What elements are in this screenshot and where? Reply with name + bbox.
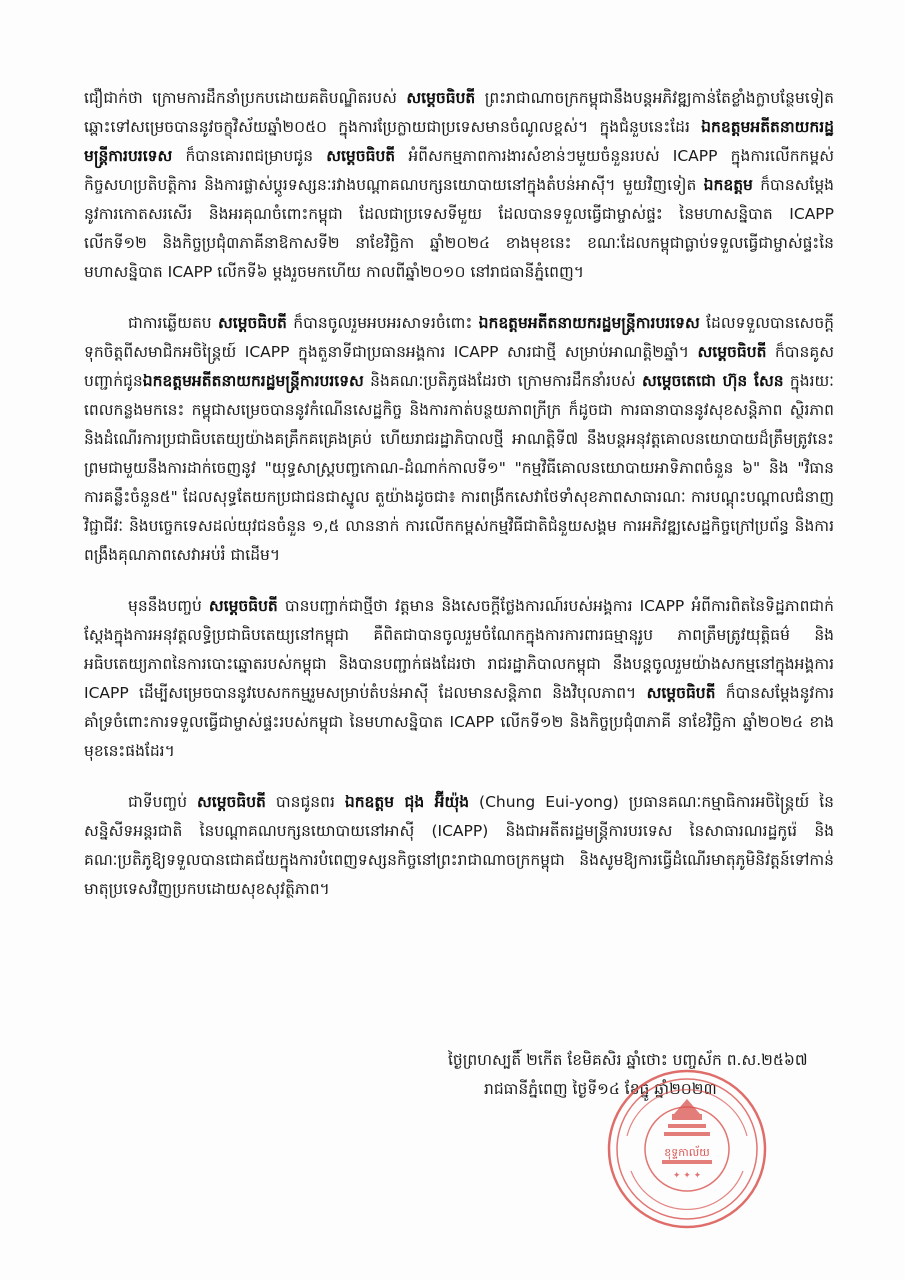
paragraph-text: ព្រះរាជាណាចក្រកម្ពុជានឹងបន្តអភិវឌ្ឍកាន់តែខ្លាំងក្លាបន្ថែមទៀត ឆ្ពោះទៅសម្រេចបាននូវចក្ខុវិស័យឆ្នាំ២០៥០ ក្នុងការប្រែក្លាយជាប្រទេសមានចំណូលខ្ពស់។ ក្នុងជំនួបនេះដែរ <box>84 89 834 136</box>
date-solar: រាជធានីភ្នំពេញ ថ្ងៃទី១៤ ខែធ្នូ ឆ្នាំ២០២៣ <box>484 1080 717 1098</box>
bold-name: ឯកឧត្តមអតីតនាយករដ្ឋមន្ត្រីការបរទេស <box>84 118 834 165</box>
bold-name: សម្តេចធិបតី <box>697 343 767 361</box>
paragraph-text: ជាការឆ្លើយតប <box>128 314 219 332</box>
document-body <box>84 84 834 926</box>
bold-name: ឯកឧត្តមអតីតនាយករដ្ឋមន្ត្រីការបរទេស <box>142 372 364 390</box>
paragraph-text: អំពីសកម្មភាពការងារសំខាន់ៗមួយចំនួនរបស់ ICAPP ក្នុងការលើកកម្ពស់កិច្ចសហប្រតិបត្តិការ និងការផ្លាស់ប្តូរទស្សនៈរវាងបណ្តាគណបក្សនយោបាយនៅក្នុងតំបន់អាស៊ី។ មួយវិញទៀត <box>84 147 834 194</box>
paragraph-text: ក៏បានសម្តែងនូវការកោតសរសើរ និងអរគុណចំពោះកម្ពុជា ដែលជាប្រទេសទីមួយ ដែលបានទទួលធ្វើជាម្ចាស់ផ្ទះ នៃមហាសន្និបាត ICAPP លើកទី១២ និងកិច្ចប្រជុំ៣ភាគីនាឱកាសទី២ នាខែវិច្ឆិកា ឆ្នាំ២០២៤ ខាងមុខនេះ ខណៈដែលកម្ពុជាធ្លាប់ទទួលធ្វើជាម្ចាស់ផ្ទះនៃមហាសន្និបាត ICAPP លើកទី៦ ម្តងរួចមកហើយ កាលពីឆ្នាំ២០១០ នៅរាជធានីភ្នំពេញ។ <box>84 176 835 281</box>
bold-name: សម្តេចធិបតី <box>406 89 476 107</box>
bold-name: ឯកឧត្តម ជុង អ៊ីយ៉ុង <box>344 793 470 811</box>
seal-center-text: ខុទ្ទកាល័យ <box>664 1146 710 1159</box>
bold-name: ឯកឧត្តមអតីតនាយករដ្ឋមន្ត្រីការបរទេស <box>478 314 700 332</box>
bold-name: សម្តេចធិបតី <box>208 597 278 615</box>
bold-name: សម្តេចធិបតី <box>218 314 287 332</box>
official-seal-stamp <box>604 1066 770 1232</box>
bold-name: សម្តេចតេជោ ហ៊ុន សែន <box>642 372 784 390</box>
paragraph-text: មុននឹងបញ្ចប់ <box>128 597 209 615</box>
paragraph-text: ដែលទទួលបានសេចក្តីទុកចិត្តពីសមាជិកអចិន្ត្រៃយ៍ ICAPP ក្នុងតួនាទីជាប្រធានអង្គការ ICAPP សារជាថ្មី សម្រាប់អាណត្តិ២ឆ្នាំ។ <box>84 314 834 361</box>
paragraph-text: ក៏បានសម្តែងនូវការគាំទ្រចំពោះការទទួលធ្វើជាម្ចាស់ផ្ទះរបស់កម្ពុជា នៃមហាសន្និបាត ICAPP លើកទី១២ និងកិច្ចប្រជុំ៣ភាគី នាខែវិច្ឆិកា ឆ្នាំ២០២៤ ខាងមុខនេះផងដែរ។ <box>84 684 835 760</box>
paragraph-text: ជាទីបញ្ចប់ <box>128 793 198 811</box>
paragraph-text: ក៏បានគូសបញ្ជាក់ជូន <box>84 343 834 390</box>
paragraph-text: ក្នុងរយៈពេលកន្លងមកនេះ កម្ពុជាសម្រេចបាននូវកំណើនសេដ្ឋកិច្ច និងការកាត់បន្ថយភាពក្រីក្រ ក៏ដូចជា ការធានាបាននូវសុខសន្តិភាព ស្ថិរភាព និងដំណើរការប្រជាធិបតេយ្យយ៉ាងគគ្រឹកគគ្រេងគ្រប់ ហើយរាជរដ្ឋាភិបាលថ្មី អាណត្តិទី៧ នឹងបន្តអនុវត្តគោលនយោបាយដ៏ត្រឹមត្រូវនេះ ព្រមជាមួយនឹងការដាក់ចេញនូវ "យុទ្ធសាស្ត្របញ្ចកោណ-ដំណាក់កាលទី១" "កម្មវិធីគោលនយោបាយអាទិភាពចំនួន ៦" និង "វិធានការគន្លឹះចំនួន៥" ដែលសុទ្ធតែយកប្រជាជនជាស្នូល តួយ៉ាងដូចជា៖ ការពង្រីកសេវាថែទាំសុខភាពសាធារណៈ ការបណ្តុះបណ្តាលជំនាញវិជ្ជាជីវៈ និងបច្ចេកទេសដល់យុវជនចំនួន ១,៥ លាននាក់ ការលើកកម្ពស់កម្មវិធីជាតិជំនួយសង្គម ការអភិវឌ្ឍសេដ្ឋកិច្ចក្រៅប្រព័ន្ធ និងការពង្រឹងគុណភាពសេវាអប់រំ ជាដើម។ <box>84 372 834 564</box>
paragraph-4 <box>84 788 834 904</box>
paragraph-text: បានជូនពរ <box>265 793 345 811</box>
bold-name: ឯកឧត្តម <box>703 176 753 194</box>
svg-text:✦ ✦ ✦: ✦ ✦ ✦ <box>672 1171 702 1181</box>
paragraph-text: ជឿជាក់ថា ក្រោមការដឹកនាំប្រកបដោយគតិបណ្ឌិតរបស់ <box>84 89 407 107</box>
paragraph-2 <box>84 309 834 570</box>
paragraph-text: ក៏បានចូលរួមអបអរសាទរចំពោះ <box>286 314 479 332</box>
paragraph-text: បានបញ្ជាក់ជាថ្មីថា វត្តមាន និងសេចក្តីថ្លែងការណ៍របស់អង្គការ ICAPP អំពីការពិតនៃទិដ្ឋភាពជាក់ស្តែងក្នុងការអនុវត្តលទ្ធិប្រជាធិបតេយ្យនៅកម្ពុជា គឺពិតជាបានចូលរួមចំណែកក្នុងការការពារធម្មានុរូប ភាពត្រឹមត្រូវយុត្តិធម៌ និងអធិបតេយ្យភាពនៃការបោះឆ្នោតរបស់កម្ពុជា និងបានបញ្ជាក់ផងដែរថា រាជរដ្ឋាភិបាលកម្ពុជា នឹងបន្តចូលរួមយ៉ាងសកម្មនៅក្នុងអង្គការ ICAPP ដើម្បីសម្រេចបាននូវបេសកកម្មរួមសម្រាប់តំបន់អាស៊ី ដែលមានសន្តិភាព និងវិបុលភាព។ <box>84 597 835 702</box>
paragraph-1 <box>84 84 834 287</box>
bold-name: សម្តេចធិបតី <box>646 684 716 702</box>
paragraph-text: (Chung Eui-yong) ប្រធានគណៈកម្មាធិការអចិន្ត្រៃយ៍ នៃសន្និសីទអន្តរជាតិ នៃបណ្តាគណបក្សនយោបាយនៅអាស៊ី (ICAPP) និងជាអតីតរដ្ឋមន្ត្រីការបរទេស នៃសាធារណរដ្ឋកូរ៉េ និងគណៈប្រតិភូឱ្យទទួលបានជោគជ័យក្នុងការបំពេញទស្សនកិច្ចនៅព្រះរាជាណាចក្រកម្ពុជា និងសូមឱ្យការធ្វើដំណើរមាតុភូមិនិវត្តន៍ទៅកាន់មាតុប្រទេសវិញប្រកបដោយសុខសុវត្ថិភាព។ <box>84 793 834 898</box>
date-lunar: ថ្ងៃព្រហស្បតិ៍ ២កើត ខែមិគសិរ ឆ្នាំថោះ បញ្ចស័ក ព.ស.២៥៦៧ <box>448 1051 808 1069</box>
bold-name: សម្តេចធិបតី <box>326 147 396 165</box>
paragraph-text: ក៏បានគោរពជម្រាបជូន <box>172 147 327 165</box>
paragraph-text: និងគណៈប្រតិភូផងដែរថា ក្រោមការដឹកនាំរបស់ <box>363 372 643 390</box>
paragraph-3 <box>84 592 834 766</box>
bold-name: សម្តេចធិបតី <box>197 793 266 811</box>
